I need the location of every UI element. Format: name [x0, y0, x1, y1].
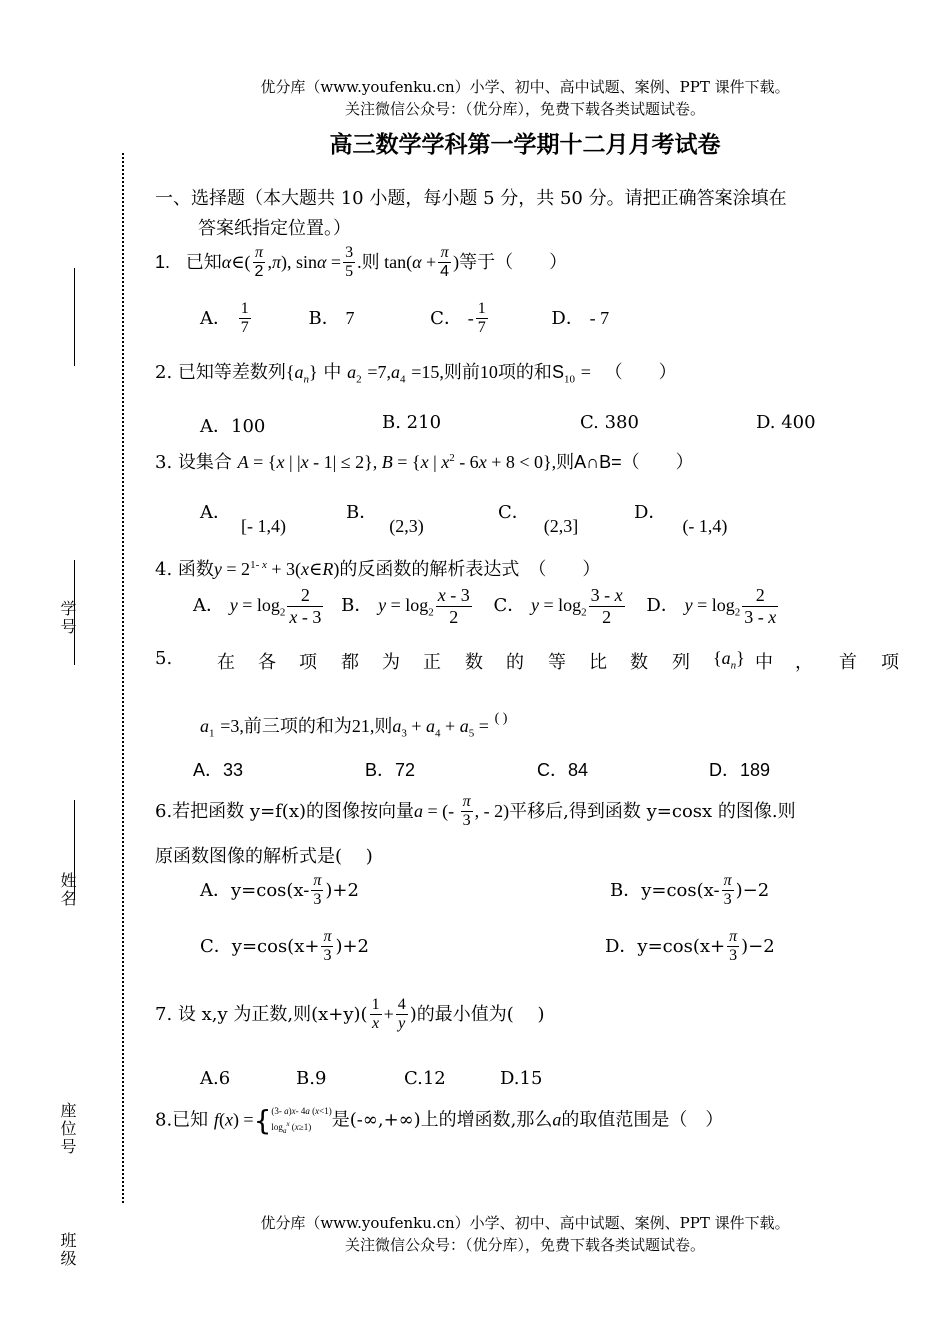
q2-option-a[interactable]: A．100	[200, 416, 266, 437]
q3-option-b[interactable]: B．(2,3)	[346, 502, 424, 536]
q3-option-a[interactable]: A．[- 1,4)	[200, 502, 286, 536]
q7-options	[200, 1068, 543, 1089]
question-1: 1. 已知α∈( $\frac{\pi}{2}$ ,π), sinα = $\frac{3}{5}$ .则 tan(α + $\frac{\pi}{4}$ )等于（ ）	[155, 244, 568, 281]
question-7: 7. 设 x,y 为正数,则(x+y)( $\frac{1}{x}$ + $\frac{4}{y}$ )的最小值为( )	[155, 996, 545, 1033]
q4-option-d[interactable]: D． $y = \log_2$ $\frac{2}{3 - x}$	[646, 585, 777, 627]
binding-dotted-line	[122, 153, 124, 1203]
header-line-2: 关注微信公众号：（优分库），免费下载各类试题试卷。	[344, 100, 705, 118]
section-heading-line-1: 一、选择题（本大题共 10 小题，每小题 5 分，共 50 分。请把正确答案涂填在	[155, 188, 787, 209]
q7-option-a[interactable]: A.6	[200, 1068, 231, 1089]
question-8: 8.已知 f(x) ={ (3- a)x- 4a (x<1) $\log_a^x (x\ge 1)$ 是(-∞,+∞)上的增函数,那么a的取值范围是（ ）	[155, 1104, 724, 1137]
q1-option-c[interactable]: C． - $\frac{1}{7}$	[430, 300, 486, 337]
q3-options	[200, 498, 728, 536]
header-line-1: 优分库（www.youfenku.cn）小学、初中、高中试题、案例、PPT 课件下载。	[260, 78, 790, 96]
section-heading-line-2: 答案纸指定位置。）	[198, 218, 351, 239]
question-6-line-1: 6.若把函数 y=f(x)的图像按向量a = (- $\frac{\pi}{3}$ , - 2)平移后,得到函数 y=cosx 的图像.则	[155, 793, 796, 830]
q1-option-d[interactable]: D． - 7	[551, 307, 610, 329]
q2-option-d[interactable]: D. 400	[756, 412, 816, 433]
q6-option-b[interactable]: B．y=cos(x- $\frac{\pi}{3}$ )−2	[610, 872, 770, 909]
class-label: 班级	[58, 1232, 77, 1268]
q1-option-a[interactable]: A． $\frac{1}{7}$	[200, 300, 249, 337]
q7-option-c[interactable]: C.12	[404, 1068, 446, 1089]
page-title: 高三数学学科第一学期十二月月考试卷	[329, 132, 721, 158]
question-5-line-2: $a_1 =3$,前三项的和为21,则$a_3 + a_4 + a_5 = ^{( )}$	[200, 711, 508, 740]
question-2: 2. 已知等差数列$\{a_n\}$ 中 $a_2 =7,a_4 =15$,则前10项的和$S_{10}$ = （ ）	[155, 362, 677, 386]
q1-option-b[interactable]: B． 7	[308, 307, 355, 329]
q4-options	[193, 585, 780, 627]
footer-line-2: 关注微信公众号：（优分库），免费下载各类试题试卷。	[344, 1236, 705, 1254]
q3-option-c[interactable]: C．(2,3]	[498, 502, 579, 536]
q3-option-d[interactable]: D．(- 1,4)	[634, 502, 728, 536]
q2-options	[200, 412, 816, 438]
q7-option-d[interactable]: D.15	[500, 1068, 543, 1089]
footer-line-1: 优分库（www.youfenku.cn）小学、初中、高中试题、案例、PPT 课件下载。	[260, 1214, 790, 1232]
q2-option-b[interactable]: B. 210	[382, 412, 442, 433]
q6-option-c[interactable]: C．y=cos(x+ $\frac{\pi}{3}$ )+2	[200, 928, 370, 965]
question-4: 4. 函数$y = 2^{1- x}$ + 3(x∈R)的反函数的解析表达式 （ ）	[155, 559, 601, 580]
student-no-label: 学号	[58, 600, 77, 636]
q7-option-b[interactable]: B.9	[296, 1068, 327, 1089]
q5-option-a[interactable]: A．33	[193, 760, 244, 780]
q5-options	[193, 756, 771, 782]
q2-option-c[interactable]: C. 380	[580, 412, 639, 433]
q5-option-d[interactable]: D．189	[709, 760, 771, 780]
q5-option-b[interactable]: B．72	[365, 760, 416, 780]
q4-option-c[interactable]: C． $y = \log_2$ $\frac{3 - x}{2}$	[493, 585, 623, 627]
q6-option-a[interactable]: A．y=cos(x- $\frac{\pi}{3}$ )+2	[200, 872, 359, 909]
q5-option-c[interactable]: C．84	[537, 760, 589, 780]
question-3: 3. 设集合 A = {x | |x - 1| ≤ 2}, B = {x | $x^2 - 6x + 8 < 0$},则A∩B=（ ）	[155, 452, 694, 473]
q4-option-b[interactable]: B． $y = \log_2$ $\frac{x - 3}{2}$	[341, 585, 470, 627]
name-label: 姓名	[58, 872, 77, 908]
margin-line-1	[74, 268, 75, 366]
question-6-line-2: 原函数图像的解析式是( )	[155, 846, 373, 867]
seat-no-label: 座位号	[58, 1102, 77, 1156]
q1-options	[200, 300, 609, 338]
q6-option-d[interactable]: D．y=cos(x+ $\frac{\pi}{3}$ )−2	[605, 928, 775, 965]
q4-option-a[interactable]: A． $y = \log_2$ $\frac{2}{x - 3}$	[193, 585, 322, 627]
